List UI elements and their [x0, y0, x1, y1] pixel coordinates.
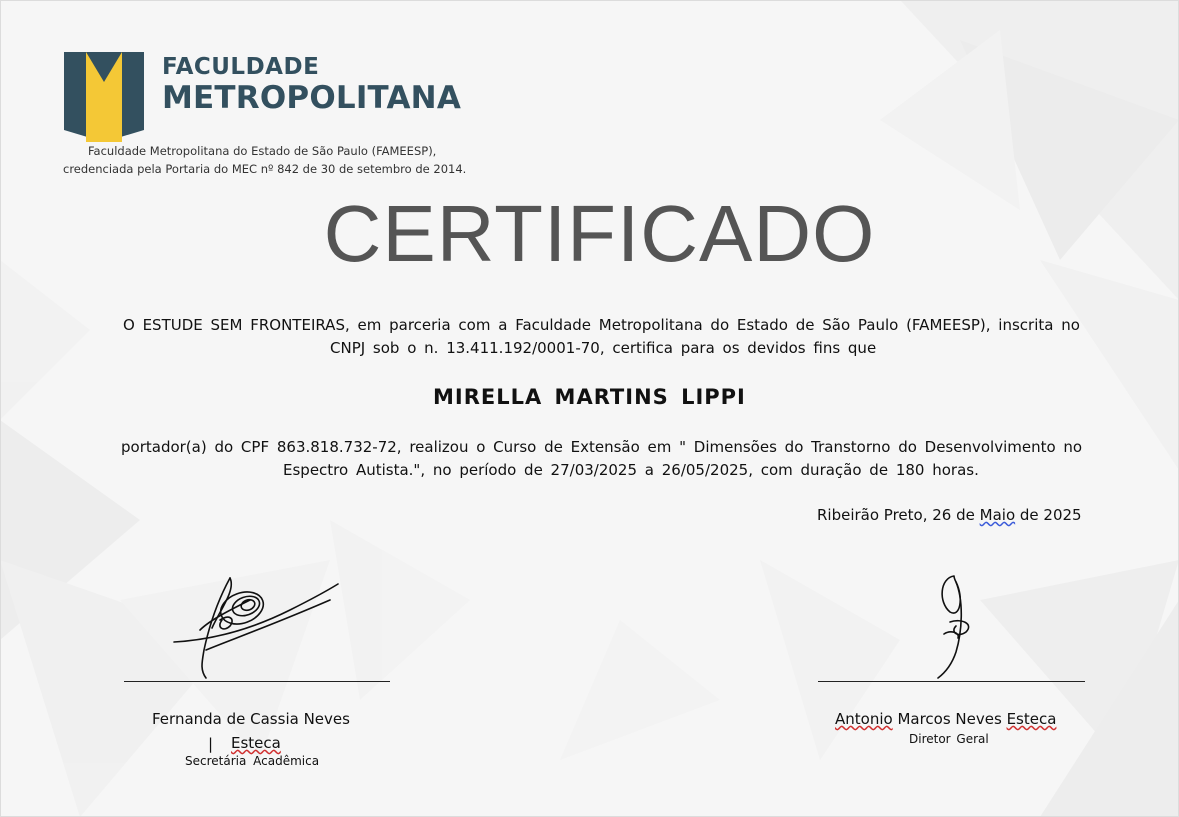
right-name-middle: Marcos Neves — [892, 710, 1007, 728]
logo-name-line1: FACULDADE — [162, 54, 320, 80]
institution-line1: Faculdade Metropolitana do Estado de São Paulo (FAMEESP), — [88, 144, 437, 158]
issue-date — [817, 506, 1082, 524]
intro-line2: CNPJ sob o n. 13.411.192/0001-70, certifica para os devidos fins que — [330, 339, 877, 357]
signature-right-image — [920, 572, 990, 684]
left-signer-name-line1: Fernanda de Cassia Neves — [152, 710, 350, 728]
text-cursor-bar: | — [208, 735, 214, 753]
right-signer-name — [835, 710, 1056, 728]
date-prefix: Ribeirão Preto, 26 de — [817, 506, 980, 524]
recipient-name: MIRELLA MARTINS LIPPI — [433, 385, 746, 409]
intro-line1: O ESTUDE SEM FRONTEIRAS, em parceria com a Faculdade Metropolitana do Estado de São Paulo (FAMEESP), inscrita no — [123, 316, 1080, 334]
date-month: Maio — [979, 506, 1016, 524]
right-signer-role: Diretor Geral — [909, 732, 989, 746]
signature-line-left — [124, 681, 390, 682]
right-name-first: Antonio — [835, 710, 893, 728]
right-name-last: Esteca — [1006, 710, 1057, 728]
left-signer-role: Secretária Acadêmica — [185, 754, 320, 768]
logo-name-line2: METROPOLITANA — [162, 80, 462, 116]
signature-line-right — [818, 681, 1085, 682]
course-line1: portador(a) do CPF 863.818.732-72, realizou o Curso de Extensão em " Dimensões do Transtorno do Desenvolvimento no — [121, 438, 1083, 456]
institution-line2: credenciada pela Portaria do MEC nº 842 de 30 de setembro de 2014. — [63, 162, 467, 176]
faculdade-logo-icon — [64, 52, 144, 142]
date-suffix: de 2025 — [1015, 506, 1082, 524]
signature-left-image — [170, 570, 350, 682]
certificate-title: CERTIFICADO — [323, 189, 876, 278]
course-line2: Espectro Autista.", no período de 27/03/2025 a 26/05/2025, com duração de 180 horas. — [283, 461, 979, 479]
left-signer-name-line2: Esteca — [231, 734, 281, 752]
